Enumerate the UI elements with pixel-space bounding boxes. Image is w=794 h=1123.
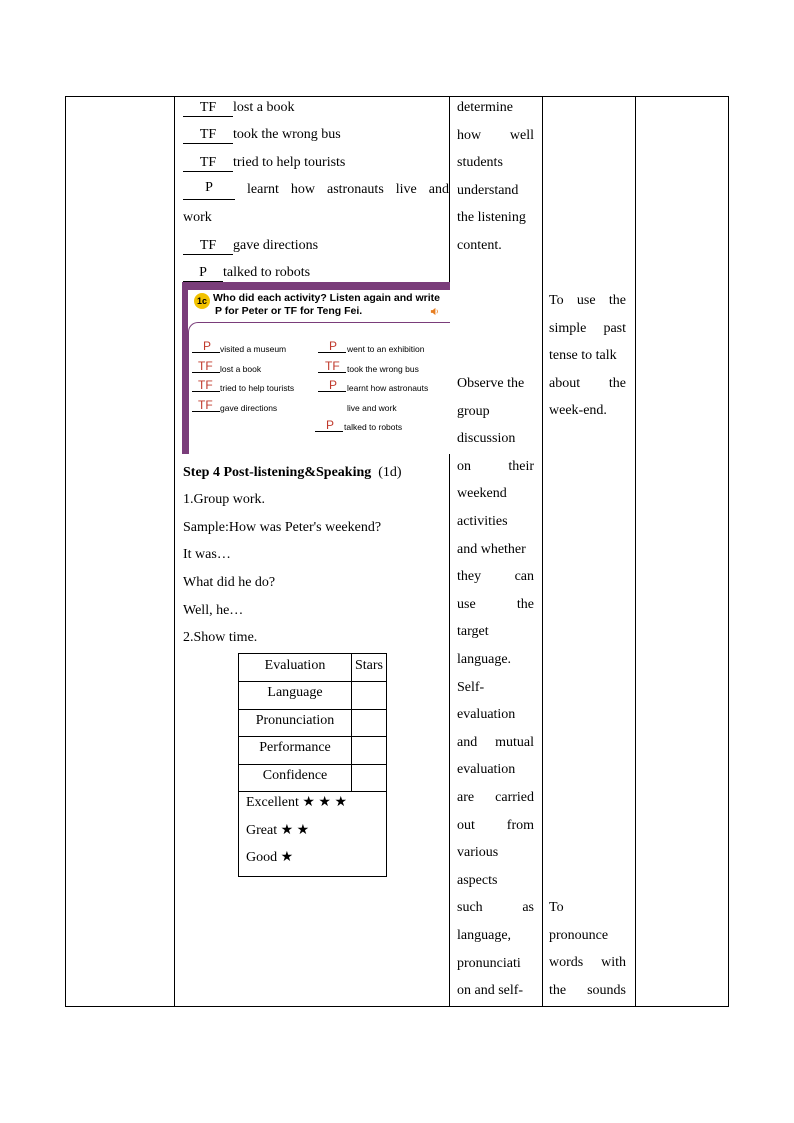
exercise-title: [213, 292, 440, 318]
word: astronauts: [327, 182, 384, 197]
word: pronounce: [549, 927, 609, 943]
word: evaluation: [457, 707, 516, 723]
word: on: [457, 458, 471, 474]
text-line: [457, 153, 534, 173]
answer: P: [203, 339, 212, 353]
text-line: [457, 705, 534, 725]
exercise-badge: 1c: [194, 293, 210, 309]
word: To: [549, 900, 564, 915]
word: their: [508, 458, 534, 474]
item-text: talked to robots: [344, 422, 403, 432]
text-line: [549, 401, 626, 421]
answer: P: [326, 418, 335, 432]
text-line: Sample:How was Peter's weekend?: [183, 520, 382, 535]
activity-text: lost a book: [233, 100, 295, 115]
answer: P: [329, 339, 338, 353]
word: and whether: [457, 541, 526, 557]
criteria-cell: Confidence: [262, 768, 328, 783]
word: how: [290, 182, 315, 197]
text-line: [457, 567, 534, 587]
word: the: [549, 982, 567, 998]
activity-text: gave directions: [233, 238, 319, 253]
text-line: [457, 981, 534, 1001]
answer: TF: [325, 359, 340, 373]
text-line: [457, 843, 534, 863]
word: discussion: [457, 431, 516, 447]
text-line: [457, 788, 534, 808]
word: mutual: [495, 734, 534, 750]
text-line: [457, 650, 534, 670]
row-divider: [239, 764, 386, 765]
text-line: [549, 291, 626, 311]
header-bar: [182, 282, 450, 290]
speaker-icon: [430, 307, 439, 316]
text-line: [457, 457, 534, 477]
activity-text: talked to robots: [223, 265, 311, 280]
word: they: [457, 569, 482, 585]
step-heading: [183, 463, 402, 483]
word: aspects: [457, 872, 498, 888]
activity-text: tried to help tourists: [233, 155, 346, 170]
blank-line: [183, 153, 345, 173]
answer-blank: P: [183, 265, 223, 282]
row-divider: [239, 791, 386, 792]
word: from: [506, 817, 534, 833]
lesson-table: [65, 96, 729, 1007]
word: language,: [457, 928, 512, 943]
blank-line: [183, 98, 294, 118]
word: students: [457, 155, 503, 171]
answer-blank: TF: [183, 238, 233, 255]
step-title: Step 4 Post-listening&Speaking: [183, 465, 372, 480]
word: live: [395, 182, 417, 197]
word: such: [457, 900, 483, 916]
evaluation-table: [238, 653, 387, 877]
answer: TF: [198, 359, 213, 373]
word: Self-: [457, 679, 485, 695]
word: can: [514, 569, 534, 585]
column-divider: [174, 97, 175, 1006]
criteria-cell: Performance: [259, 740, 331, 755]
word: simple: [549, 320, 587, 336]
word: about: [549, 375, 581, 391]
row-divider: [239, 681, 386, 682]
text-line: [549, 346, 626, 366]
text-line: It was…: [183, 547, 231, 562]
word: content.: [457, 238, 502, 253]
text-line: [549, 319, 626, 339]
text-line: [457, 181, 534, 201]
rating-legend: Good ★: [246, 850, 294, 865]
text-line: [457, 733, 534, 753]
answer-blank: P: [183, 180, 235, 200]
text-line: [457, 926, 534, 946]
step-note: (1d): [378, 465, 402, 480]
word: learnt: [247, 182, 279, 197]
text-line: [549, 981, 626, 1001]
word: weekend: [457, 486, 507, 502]
item-text: gave directions: [220, 403, 278, 413]
word: as: [522, 900, 534, 916]
answer: TF: [198, 378, 213, 392]
word: are: [457, 790, 475, 805]
word: pronunciati: [457, 955, 521, 971]
word: evaluation: [457, 762, 516, 778]
word: carried: [495, 790, 534, 805]
word: past: [603, 320, 626, 336]
text-line: [549, 374, 626, 394]
text-line: 1.Group work.: [183, 492, 266, 507]
item-text: tried to help tourists: [220, 383, 295, 393]
title-line: P for Peter or TF for Teng Fei.: [215, 305, 363, 317]
column-divider: [542, 97, 543, 1006]
text-line: [549, 898, 626, 918]
text-line: [457, 512, 534, 532]
text-line: [457, 954, 534, 974]
text-line: What did he do?: [183, 575, 276, 590]
header-cell: Stars: [355, 658, 383, 673]
word: well: [509, 127, 534, 143]
answer: P: [329, 378, 338, 392]
blank-line: [183, 236, 318, 256]
answer: TF: [198, 398, 213, 412]
word: Observe the: [457, 376, 525, 391]
word: language.: [457, 652, 512, 667]
word: target: [457, 624, 489, 640]
item-text: visited a museum: [220, 344, 287, 354]
text-line: [457, 429, 534, 449]
text-line: [457, 126, 534, 146]
text-line: [549, 953, 626, 973]
answer-blank: TF: [183, 127, 233, 144]
word: on and self-: [457, 983, 524, 999]
rating-legend: Excellent ★ ★ ★: [246, 795, 348, 810]
blank-line: [183, 125, 341, 145]
word: activities: [457, 514, 508, 529]
activity-text: work: [183, 210, 212, 225]
item-text: lost a book: [220, 364, 262, 374]
blank-line: [183, 180, 449, 200]
text-line: [457, 760, 534, 780]
item-text: went to an exhibition: [347, 344, 425, 354]
answer-blank: TF: [183, 100, 233, 117]
word: various: [457, 845, 499, 861]
word: out: [457, 817, 475, 833]
word: To: [549, 293, 564, 308]
word: week-end.: [549, 403, 607, 419]
word: the: [608, 375, 626, 391]
column-divider: [449, 97, 450, 1006]
text-line: [457, 622, 534, 642]
word: and: [457, 734, 478, 750]
text-line: [457, 98, 534, 118]
criteria-cell: Language: [267, 685, 323, 700]
item-text: learnt how astronauts: [347, 383, 429, 393]
rating-legend: Great ★ ★: [246, 823, 310, 838]
text-line: [457, 402, 534, 422]
textbook-exercise-image: [182, 282, 450, 454]
word: tense to talk: [549, 348, 617, 364]
word: use: [457, 596, 476, 612]
word: how: [457, 127, 482, 143]
text-line: [457, 898, 534, 918]
word: words: [549, 955, 584, 971]
column-divider: [635, 97, 636, 1006]
answer-blank: TF: [183, 155, 233, 172]
word: the listening: [457, 210, 526, 226]
item-text: took the wrong bus: [347, 364, 419, 374]
text-line: [457, 236, 534, 256]
text-line: 2.Show time.: [183, 630, 258, 645]
header-cell: Evaluation: [264, 658, 326, 673]
word: understand: [457, 182, 519, 198]
text-line: Well, he…: [183, 603, 244, 618]
text-line: [457, 484, 534, 504]
text-line: [457, 871, 534, 891]
text-line: [457, 374, 534, 394]
activity-text: took the wrong bus: [233, 127, 341, 142]
text-line: [549, 926, 626, 946]
text-line: [457, 595, 534, 615]
word: the: [608, 293, 626, 308]
row-divider: [239, 709, 386, 710]
word: determine: [457, 100, 513, 115]
text-line: [457, 540, 534, 560]
criteria-cell: Pronunciation: [255, 713, 335, 728]
word: use: [576, 293, 596, 308]
blank-line: [183, 263, 310, 283]
word: sounds: [587, 982, 626, 998]
item-text: live and work: [347, 403, 397, 413]
word: and: [428, 182, 449, 197]
word: the: [516, 596, 534, 612]
text-line: [457, 678, 534, 698]
text-line: [457, 208, 534, 228]
word: with: [601, 955, 626, 971]
title-line: Who did each activity? Listen again and write: [213, 292, 440, 304]
text-line: [457, 816, 534, 836]
row-divider: [239, 736, 386, 737]
word: group: [457, 403, 490, 419]
